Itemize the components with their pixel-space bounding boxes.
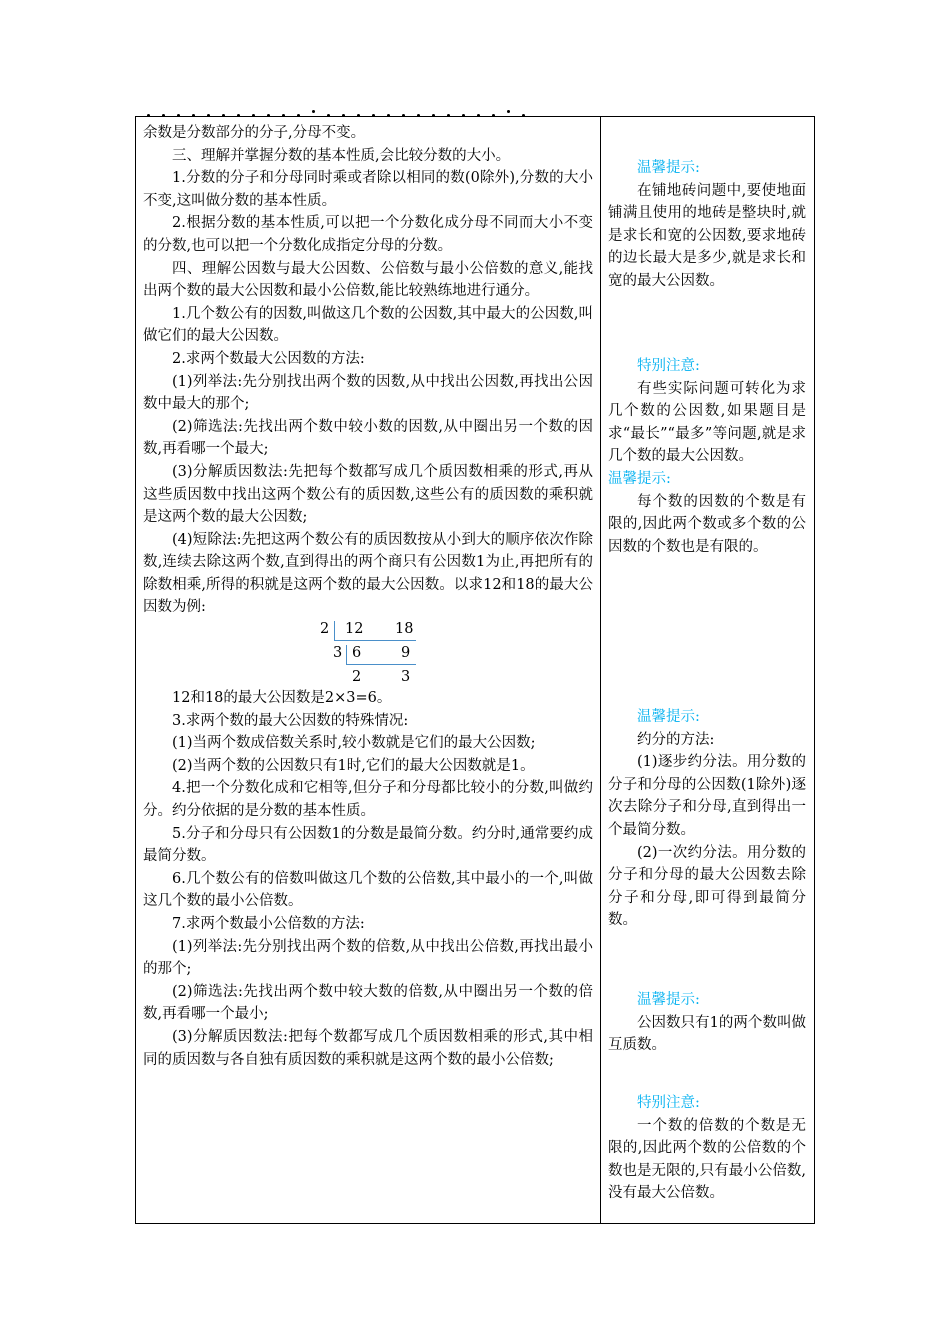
note-text: 有些实际问题可转化为求几个数的公因数,如果题目是求“最长”“最多”等问题,就是求几个数的最大公因数。: [608, 380, 806, 465]
quotient: 9: [401, 645, 411, 662]
note-title: 特别注意:: [637, 1095, 700, 1111]
paragraph: (1)列举法:先分别找出两个数的倍数,从中找出公倍数,再找出最小的那个;: [143, 938, 593, 978]
paragraph: 1.分数的分子和分母同时乘或者除以相同的数(0除外),分数的大小不变,这叫做分数的基本性质。: [143, 170, 593, 209]
tip-text: 在铺地砖问题中,要使地面铺满且使用的地砖是整块时,就是求长和宽的公因数,要求地砖的边长最大是多少,就是求长和宽的最大公因数。: [608, 182, 806, 289]
paragraph: 2.求两个数最大公因数的方法:: [172, 350, 365, 367]
paragraph: 余数是分数部分的分子,分母不变。: [143, 125, 366, 141]
dividend: 12: [345, 621, 364, 638]
paragraph: 1.几个数公有的因数,叫做这几个数的公因数,其中最大的公因数,叫做它们的最大公因数。: [143, 305, 593, 345]
paragraph: 5.分子和分母只有公因数1的分数是最简分数。约分时,通常要约成最简分数。: [143, 825, 593, 865]
division-bar: [334, 621, 335, 641]
tip-text: 公因数只有1的两个数叫做互质数。: [608, 1014, 806, 1054]
section-heading: 三、理解并掌握分数的基本性质,会比较分数的大小。: [172, 147, 511, 164]
tip-title: 温馨提示:: [637, 709, 700, 725]
tip-text: 约分的方法:: [637, 731, 715, 748]
division-bar: [334, 640, 416, 641]
note-text: 一个数的倍数的个数是无限的,因此两个数的公倍数的个数也是无限的,只有最小公倍数,没有最大公倍数。: [608, 1117, 806, 1202]
paragraph: 12和18的最大公因数是2×3=6。: [172, 690, 392, 707]
divisor: 2: [320, 621, 330, 638]
quotient: 3: [401, 669, 411, 686]
tip-title: 温馨提示:: [637, 992, 700, 1008]
paragraph: (2)筛选法:先找出两个数中较小数的因数,从中圈出另一个数的因数,再看哪一个最大;: [143, 418, 593, 458]
quotient: 2: [352, 669, 362, 686]
emphasis-dots: [145, 112, 585, 118]
paragraph: (2)当两个数的公因数只有1时,它们的最大公因数就是1。: [172, 757, 535, 774]
tip-block-1: [608, 157, 806, 293]
tip-title: 温馨提示:: [608, 470, 671, 487]
divisor: 3: [333, 645, 343, 662]
short-division-diagram: [143, 619, 593, 687]
paragraph: 6.几个数公有的倍数叫做这几个数的公倍数,其中最小的一个,叫做这几个数的最小公倍数。: [143, 870, 593, 910]
tip-text: (2)一次约分法。用分数的分子和分母的最大公因数去除分子和分母,即可得到最简分数。: [608, 844, 806, 929]
division-bar: [346, 645, 347, 665]
note-block-2: [608, 355, 806, 558]
tip-block-4: [608, 706, 806, 932]
paragraph: 2.根据分数的基本性质,可以把一个分数化成分母不同而大小不变的分数,也可以把一个分数化成指定分母的分数。: [143, 215, 593, 254]
paragraph: (1)当两个数成倍数关系时,较小数就是它们的最大公因数;: [172, 735, 536, 752]
division-bar: [346, 664, 416, 665]
tip-text: (1)逐步约分法。用分数的分子和分母的公因数(1除外)逐次去除分子和分母,直到得出一个最简分数。: [608, 754, 806, 838]
section-heading: 四、理解公因数与最大公因数、公倍数与最小公倍数的意义,能找出两个数的最大公因数和最小公倍数,能比较熟练地进行通分。: [143, 260, 593, 300]
paragraph: (4)短除法:先把这两个数公有的质因数按从小到大的顺序依次作除数,连续去除这两个数,直到得出的两个商只有公因数1为止,再把所有的除数相乘,所得的积就是这两个数的最大公因数。以求12和18的最大公因数为例:: [143, 531, 593, 616]
note-block-6: [608, 1092, 806, 1205]
quotient: 6: [352, 645, 362, 662]
tip-text: 每个数的因数的个数是有限的,因此两个数或多个数的公因数的个数也是有限的。: [608, 493, 806, 555]
note-title: 特别注意:: [637, 358, 700, 374]
tip-block-5: [608, 989, 806, 1057]
paragraph: (3)分解质因数法:把每个数都写成几个质因数相乘的形式,其中相同的质因数与各自独有质因数的乘积就是这两个数的最小公倍数;: [143, 1028, 593, 1068]
paragraph: (2)筛选法:先找出两个数中较大数的倍数,从中圈出另一个数的倍数,再看哪一个最小;: [143, 983, 593, 1023]
paragraph: 7.求两个数最小公倍数的方法:: [172, 916, 365, 932]
tip-title: 温馨提示:: [637, 160, 700, 176]
paragraph: (3)分解质因数法:先把每个数都写成几个质因数相乘的形式,再从这些质因数中找出这两个数公有的质因数,这些公有的质因数的乘积就是这两个数的最大公因数;: [143, 463, 593, 526]
main-column: [143, 122, 593, 1071]
column-divider: [600, 116, 601, 1224]
paragraph: 4.把一个分数化成和它相等,但分子和分母都比较小的分数,叫做约分。约分依据的是分数的基本性质。: [143, 780, 593, 820]
dividend: 18: [395, 621, 414, 638]
paragraph: 3.求两个数的最大公因数的特殊情况:: [172, 712, 409, 729]
paragraph: (1)列举法:先分别找出两个数的因数,从中找出公因数,再找出公因数中最大的那个;: [143, 373, 593, 413]
